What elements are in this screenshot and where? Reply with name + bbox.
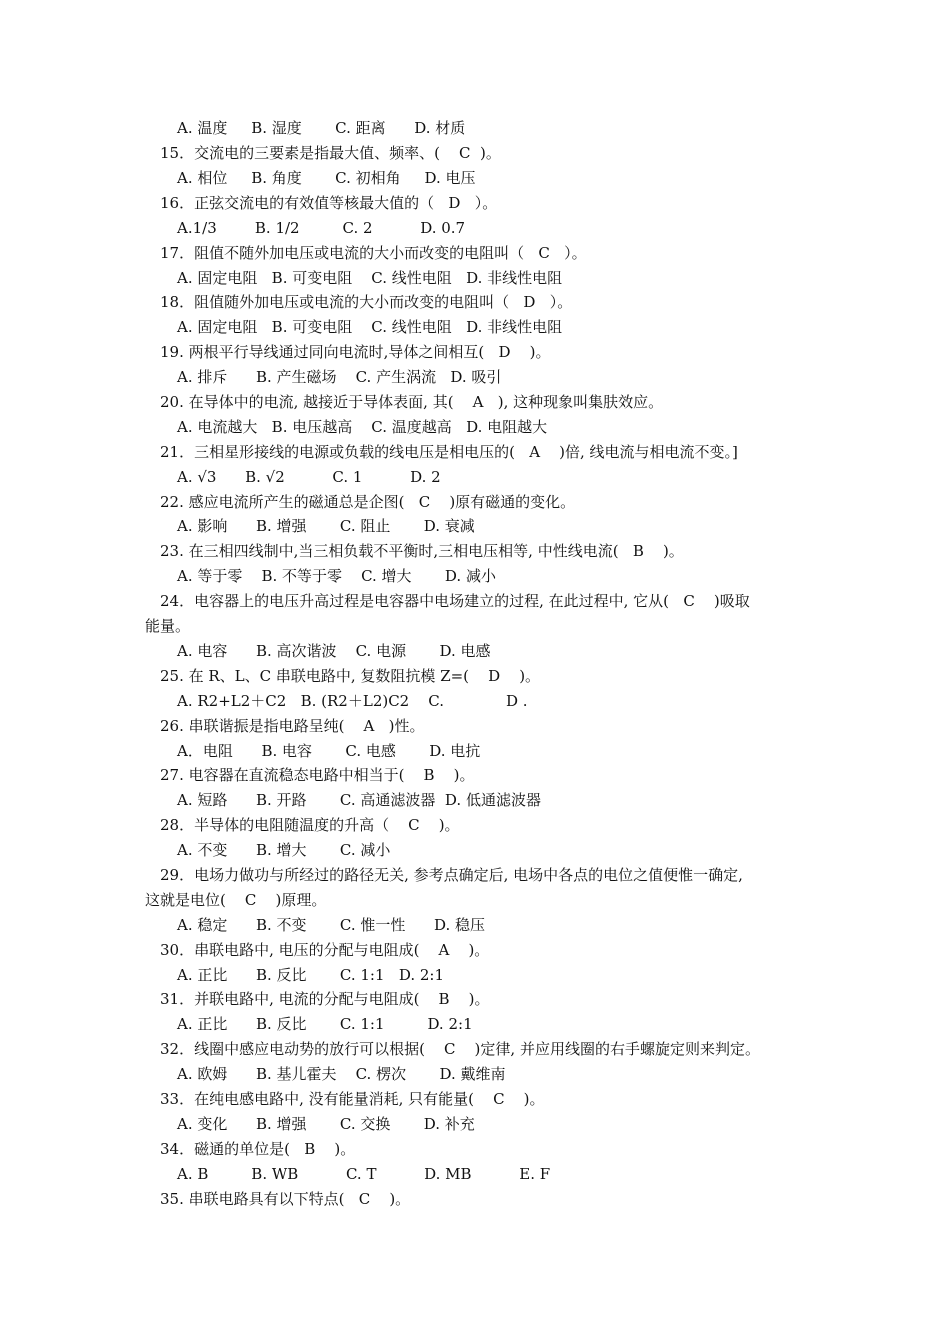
option-line: A.1/3 B. 1/2 C. 2 D. 0.7 [177, 219, 466, 237]
option-line: A. R2+L2＋C2 B. (R2＋L2)C2 C. D . [177, 692, 528, 710]
question-31: 31．并联电路中, 电流的分配与电阻成( B )。 [160, 990, 490, 1008]
option-line: A. B B. WB C. T D. MB E. F [177, 1165, 551, 1183]
question-18: 18．阻值随外加电压或电流的大小而改变的电阻叫（ D ）。 [160, 293, 573, 311]
question-32: 32．线圈中感应电动势的放行可以根据( C )定律, 并应用线圈的右手螺旋定则来判定。 [160, 1040, 760, 1058]
option-line: A．电阻 B. 电容 C. 电感 D. 电抗 [177, 742, 481, 760]
question-15: 15．交流电的三要素是指最大值、频率、( C )。 [160, 144, 501, 162]
question-23: 23. 在三相四线制中,当三相负载不平衡时,三相电压相等, 中性线电流( B )。 [160, 542, 684, 560]
question-27: 27. 电容器在直流稳态电路中相当于( B )。 [160, 766, 475, 784]
option-line: A. 排斥 B. 产生磁场 C. 产生涡流 D. 吸引 [177, 368, 502, 386]
option-line: A. 正比 B. 反比 C. 1:1 D. 2:1 [177, 1015, 473, 1033]
option-line: A. 不变 B. 增大 C. 减小 [177, 841, 391, 859]
question-29: 29．电场力做功与所经过的路径无关, 参考点确定后, 电场中各点的电位之值便惟一确定, [160, 866, 743, 884]
option-line: A. 固定电阻 B. 可变电阻 C. 线性电阻 D. 非线性电阻 [177, 269, 563, 287]
question-16: 16．正弦交流电的有效值等核最大值的（ D ）。 [160, 194, 498, 212]
option-line: A. 短路 B. 开路 C. 高通滤波器 D. 低通滤波器 [177, 791, 541, 809]
option-line: A. 正比 B. 反比 C. 1:1 D. 2:1 [177, 966, 445, 984]
question-21: 21．三相星形接线的电源或负载的线电压是相电压的( A )倍, 线电流与相电流不变。] [160, 443, 738, 461]
option-line: A. 影响 B. 增强 C. 阻止 D. 衰减 [177, 517, 475, 535]
question-continuation: 这就是电位( C )原理。 [145, 891, 327, 909]
question-35: 35. 串联电路具有以下特点( C )。 [160, 1190, 411, 1208]
question-20: 20. 在导体中的电流, 越接近于导体表面, 其( A ), 这种现象叫集肤效应。 [160, 393, 664, 411]
option-line: A. 固定电阻 B. 可变电阻 C. 线性电阻 D. 非线性电阻 [177, 318, 563, 336]
option-line: A. 稳定 B. 不变 C. 惟一性 D. 稳压 [177, 916, 486, 934]
question-22: 22. 感应电流所产生的磁通总是企图( C )原有磁通的变化。 [160, 493, 576, 511]
question-33: 33．在纯电感电路中, 没有能量消耗, 只有能量( C )。 [160, 1090, 545, 1108]
question-continuation: 能量。 [145, 617, 191, 635]
question-17: 17．阻值不随外加电压或电流的大小而改变的电阻叫（ C ）。 [160, 244, 587, 262]
question-26: 26. 串联谐振是指电路呈纯( A )性。 [160, 717, 425, 735]
question-19: 19. 两根平行导线通过同向电流时,导体之间相互( D )。 [160, 343, 551, 361]
option-line: A. 温度 B. 湿度 C. 距离 D. 材质 [177, 119, 466, 137]
option-line: A. 等于零 B. 不等于零 C. 增大 D. 减小 [177, 567, 496, 585]
question-25: 25. 在 R、L、C 串联电路中, 复数阻抗模 Z=( D )。 [160, 667, 541, 685]
option-line: A. 欧姆 B. 基儿霍夫 C. 楞次 D. 戴维南 [177, 1065, 506, 1083]
question-30: 30．串联电路中, 电压的分配与电阻成( A )。 [160, 941, 490, 959]
option-line: A. √3 B. √2 C. 1 D. 2 [177, 468, 441, 486]
question-34: 34．磁通的单位是( B )。 [160, 1140, 356, 1158]
question-24: 24．电容器上的电压升高过程是电容器中电场建立的过程, 在此过程中, 它从( C )吸取 [160, 592, 750, 610]
option-line: A. 电容 B. 高次谐波 C. 电源 D. 电感 [177, 642, 491, 660]
option-line: A. 电流越大 B. 电压越高 C. 温度越高 D. 电阻越大 [177, 418, 548, 436]
question-28: 28．半导体的电阻随温度的升高（ C )。 [160, 816, 460, 834]
option-line: A. 相位 B. 角度 C. 初相角 D. 电压 [177, 169, 476, 187]
option-line: A. 变化 B. 增强 C. 交换 D. 补充 [177, 1115, 475, 1133]
